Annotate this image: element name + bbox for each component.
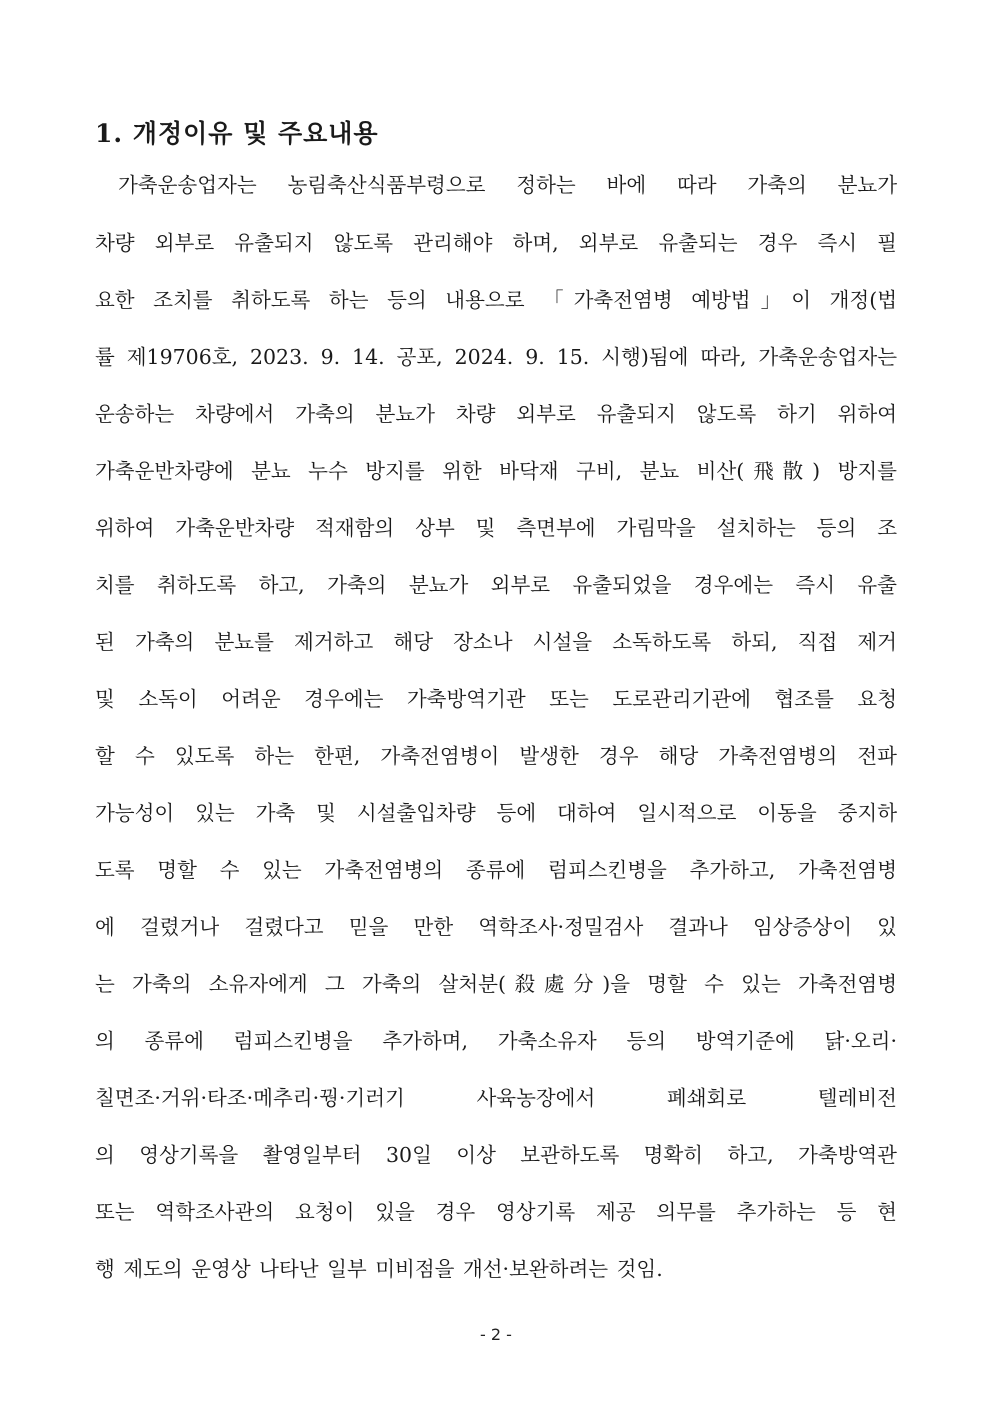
paragraph-line: 가축운송업자는 농림축산식품부령으로 정하는 바에 따라 가축의 분뇨가 bbox=[118, 173, 897, 197]
paragraph-line: 률 제19706호, 2023. 9. 14. 공포, 2024. 9. 15. 시행)됨에 따라, 가축운송업자는 bbox=[95, 345, 897, 369]
paragraph-line: 및 소독이 어려운 경우에는 가축방역기관 또는 도로관리기관에 협조를 요청 bbox=[95, 687, 897, 711]
paragraph-line: 칠면조·거위·타조·메추리·꿩·기러기 사육농장에서 폐쇄회로 텔레비전 bbox=[95, 1086, 897, 1110]
paragraph-line: 의 영상기록을 촬영일부터 30일 이상 보관하도록 명확히 하고, 가축방역관 bbox=[95, 1143, 897, 1167]
paragraph-line: 의 종류에 럼피스킨병을 추가하며, 가축소유자 등의 방역기준에 닭·오리· bbox=[95, 1029, 897, 1053]
paragraph-line: 치를 취하도록 하고, 가축의 분뇨가 외부로 유출되었을 경우에는 즉시 유출 bbox=[95, 573, 897, 597]
paragraph-line: 할 수 있도록 하는 한편, 가축전염병이 발생한 경우 해당 가축전염병의 전파 bbox=[95, 744, 897, 768]
paragraph-line: 행 제도의 운영상 나타난 일부 미비점을 개선·보완하려는 것임. bbox=[95, 1257, 663, 1281]
section-heading: 1. 개정이유 및 주요내용 bbox=[95, 119, 379, 148]
paragraph-line: 는 가축의 소유자에게 그 가축의 살처분(殺處分)을 명할 수 있는 가축전염병 bbox=[95, 972, 897, 996]
paragraph-line: 또는 역학조사관의 요청이 있을 경우 영상기록 제공 의무를 추가하는 등 현 bbox=[95, 1200, 897, 1224]
paragraph-line: 위하여 가축운반차량 적재함의 상부 및 측면부에 가림막을 설치하는 등의 조 bbox=[95, 516, 897, 540]
paragraph-line: 차량 외부로 유출되지 않도록 관리해야 하며, 외부로 유출되는 경우 즉시 필 bbox=[95, 231, 897, 255]
paragraph-line: 가능성이 있는 가축 및 시설출입차량 등에 대하여 일시적으로 이동을 중지하 bbox=[95, 801, 897, 825]
paragraph-line: 된 가축의 분뇨를 제거하고 해당 장소나 시설을 소독하도록 하되, 직접 제거 bbox=[95, 630, 897, 654]
paragraph-line: 에 걸렸거나 걸렸다고 믿을 만한 역학조사·정밀검사 결과나 임상증상이 있 bbox=[95, 915, 897, 939]
paragraph-line: 도록 명할 수 있는 가축전염병의 종류에 럼피스킨병을 추가하고, 가축전염병 bbox=[95, 858, 897, 882]
paragraph-line: 운송하는 차량에서 가축의 분뇨가 차량 외부로 유출되지 않도록 하기 위하여 bbox=[95, 402, 897, 426]
paragraph-line: 가축운반차량에 분뇨 누수 방지를 위한 바닥재 구비, 분뇨 비산(飛散) 방지를 bbox=[95, 459, 897, 483]
paragraph-line: 요한 조치를 취하도록 하는 등의 내용으로 「가축전염병 예방법」이 개정(법 bbox=[95, 288, 897, 312]
page-number: - 2 - bbox=[480, 1325, 512, 1344]
